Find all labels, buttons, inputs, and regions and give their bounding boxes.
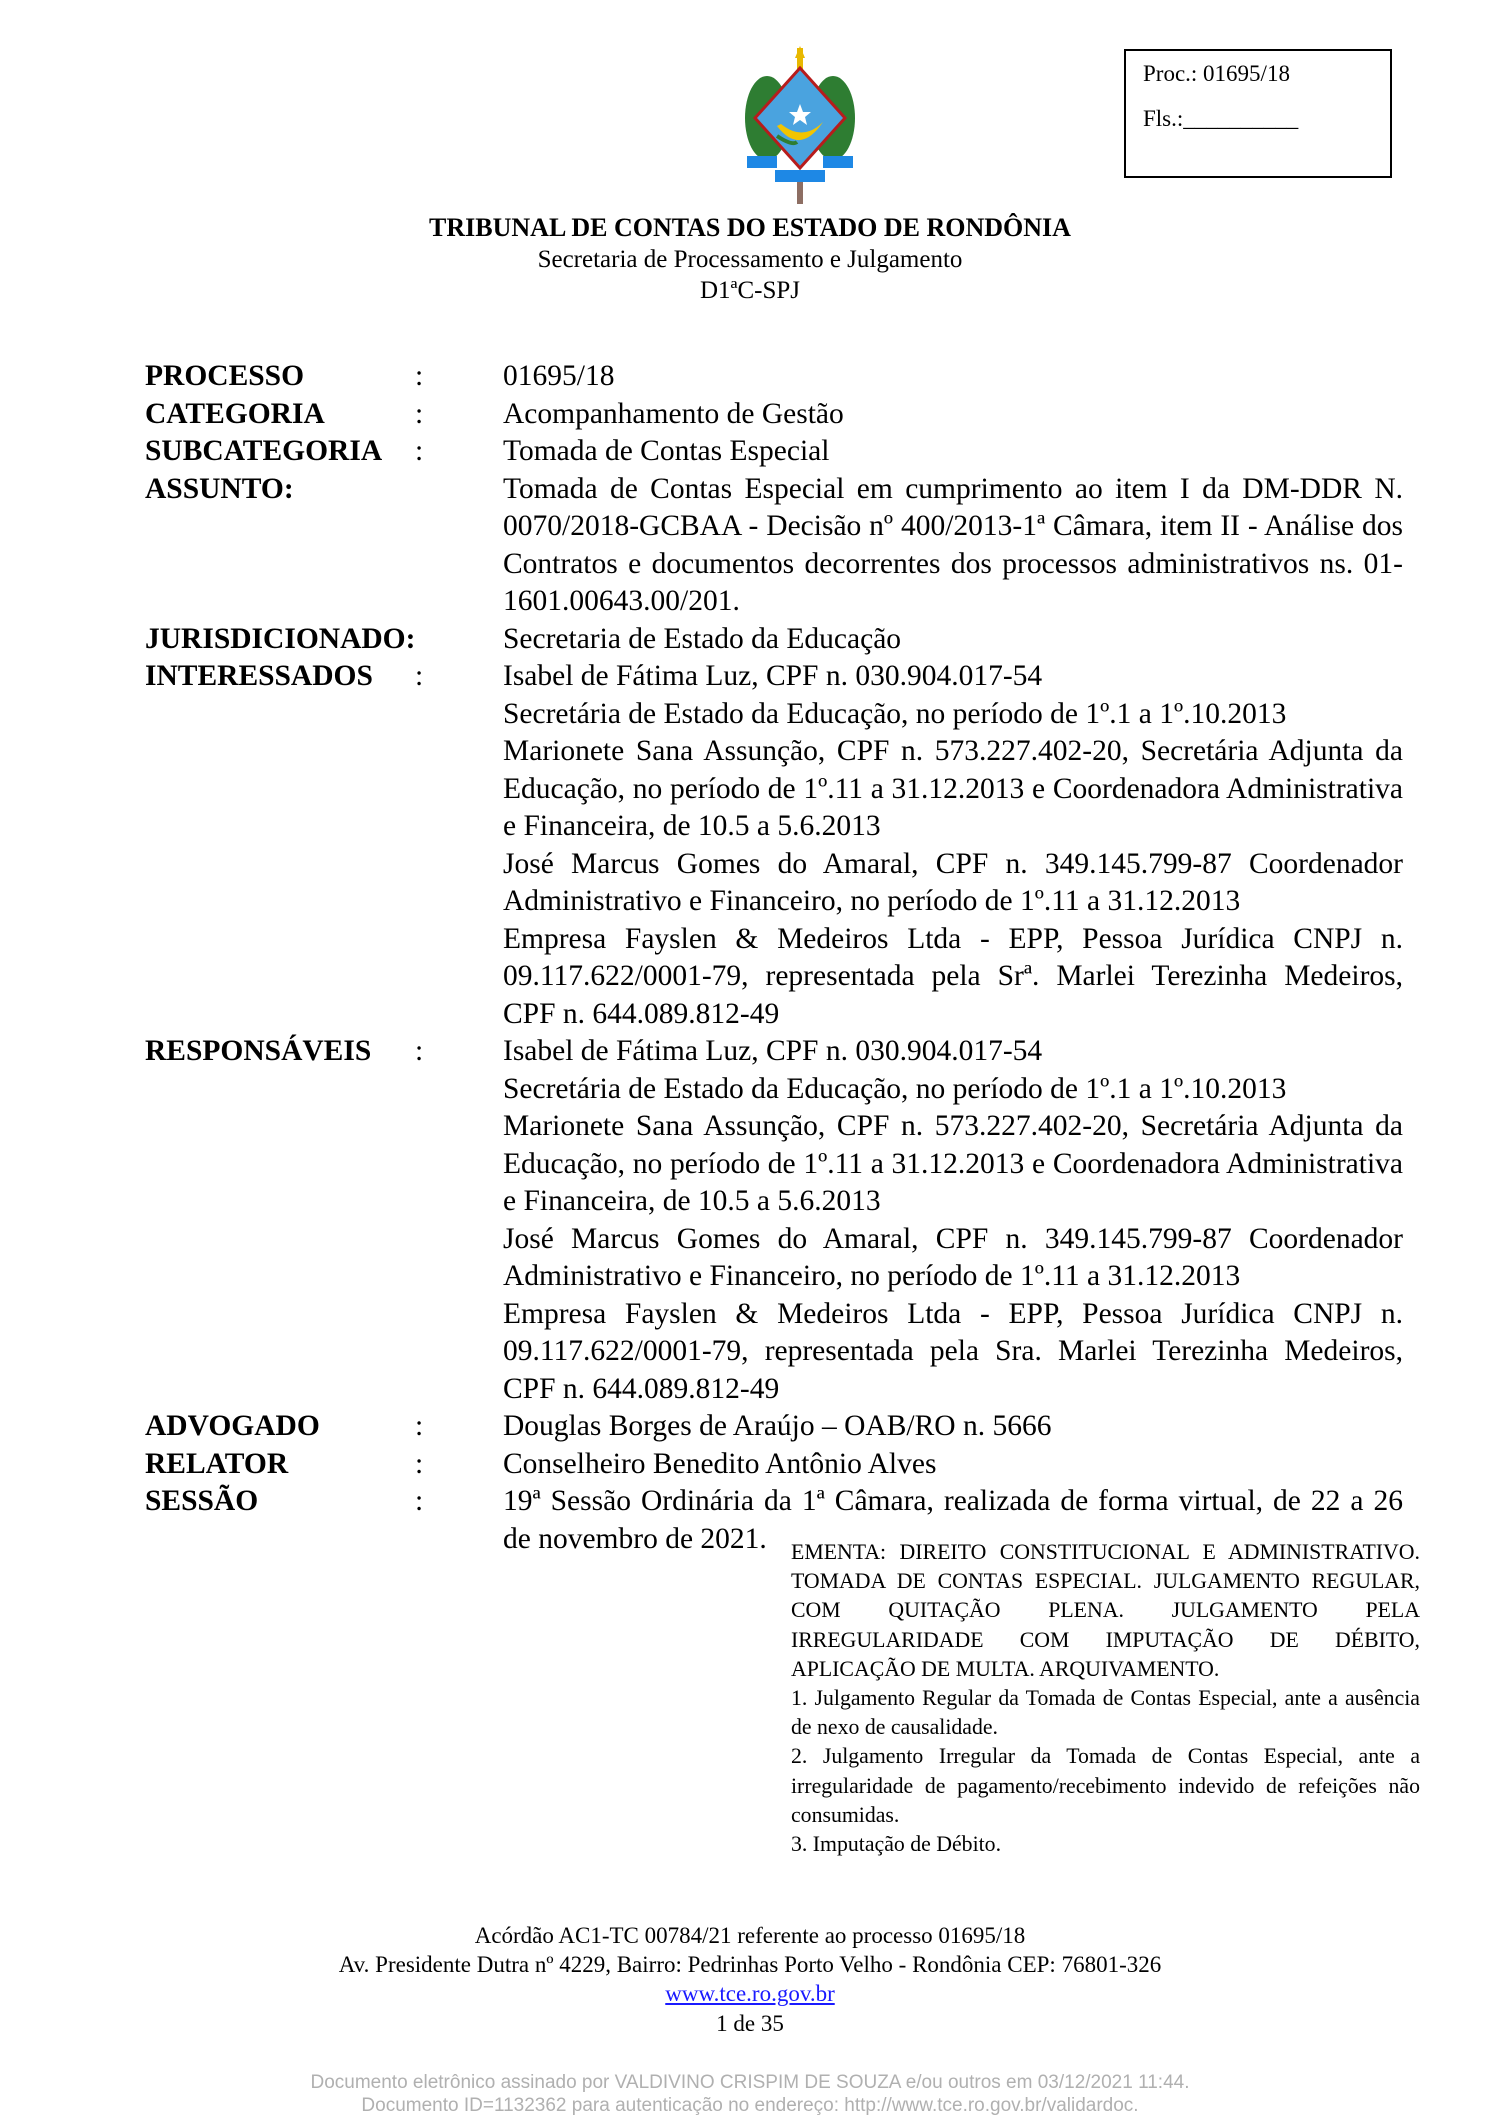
field-value-paragraph: Secretária de Estado da Educação, no período de 1º.1 a 1º.10.2013 xyxy=(503,697,1287,730)
field-value-paragraph: 01695/18 xyxy=(503,360,615,392)
field-value-paragraph: Conselheiro Benedito Antônio Alves xyxy=(503,1447,937,1480)
field-value-paragraph: Empresa Fayslen & Medeiros Ltda - EPP, Pessoa Jurídica CNPJ n. 09.117.622/0001-79, representada pela Srª. Marlei Terezinha Medeiros, CPF n. 644.089.812-49 xyxy=(503,922,1403,1030)
field-value-paragraph: José Marcus Gomes do Amaral, CPF n. 349.145.799-87 Coordenador Administrativo e Financeiro, no período de 1º.11 a 31.12.2013 xyxy=(503,847,1403,917)
field-label: ASSUNTO: xyxy=(145,472,294,505)
stamp-proc: Proc.: 01695/18 xyxy=(1143,61,1290,86)
institution-subtitle: Secretaria de Processamento e Julgamento xyxy=(537,245,963,273)
field-colon: : xyxy=(415,360,424,392)
field-value xyxy=(503,658,1403,1033)
field-value-paragraph: Acompanhamento de Gestão xyxy=(503,397,844,430)
ementa-paragraph: 3. Imputação de Débito. xyxy=(791,1832,1002,1857)
field-colon: : xyxy=(415,660,424,692)
field-label: PROCESSO xyxy=(145,360,305,392)
page-number: 1 de 35 xyxy=(716,2010,784,2036)
field-colon: : xyxy=(415,1485,424,1517)
field-row xyxy=(145,1446,1403,1484)
field-row xyxy=(145,1408,1403,1446)
field-colon: : xyxy=(415,1447,424,1480)
field-label: RESPONSÁVEIS xyxy=(145,1035,372,1067)
field-row xyxy=(145,621,1403,659)
footer-website-link[interactable]: www.tce.ro.gov.br xyxy=(665,1981,835,2007)
field-value xyxy=(503,1033,1403,1408)
ementa-summary xyxy=(791,1538,1420,1859)
field-value xyxy=(503,396,1403,434)
process-metadata xyxy=(145,358,1403,1558)
institution-title: TRIBUNAL DE CONTAS DO ESTADO DE RONDÔNIA xyxy=(429,213,1071,242)
field-label: INTERESSADOS xyxy=(145,660,373,692)
field-value-paragraph: Marionete Sana Assunção, CPF n. 573.227.402-20, Secretária Adjunta da Educação, no período de 1º.11 a 31.12.2013 e Coordenadora Administrativa e Financeira, de 10.5 a 5.6.2013 xyxy=(503,1110,1403,1217)
field-row xyxy=(145,1033,1403,1408)
stamp-fls: Fls.:__________ xyxy=(1143,106,1299,131)
department-code: D1ªC-SPJ xyxy=(700,277,800,304)
field-colon: : xyxy=(415,1035,424,1067)
field-row xyxy=(145,396,1403,434)
field-colon: : xyxy=(415,435,424,467)
field-row xyxy=(145,471,1403,621)
ementa-paragraph: 2. Julgamento Irregular da Tomada de Contas Especial, ante a irregularidade de pagamento/recebimento indevido de refeições não consumidas. xyxy=(791,1744,1420,1827)
field-value xyxy=(503,358,1403,396)
field-value-paragraph: Isabel de Fátima Luz, CPF n. 030.904.017-54 xyxy=(503,1035,1043,1067)
field-label: SESSÃO xyxy=(145,1485,259,1517)
field-value xyxy=(503,471,1403,621)
document-header xyxy=(0,212,1500,307)
field-value-paragraph: Secretaria de Estado da Educação xyxy=(503,622,902,655)
field-row xyxy=(145,658,1403,1033)
page-footer xyxy=(0,1921,1500,2038)
field-value xyxy=(503,1408,1403,1446)
field-value-paragraph: 19ª Sessão Ordinária da 1ª Câmara, realizada de forma virtual, de 22 a 26 de novembro de 2021. xyxy=(503,1485,1403,1555)
electronic-signature-note xyxy=(0,2071,1500,2117)
footer-address: Av. Presidente Dutra nº 4229, Bairro: Pedrinhas Porto Velho - Rondônia CEP: 76801-326 xyxy=(338,1952,1162,1978)
process-stamp-box xyxy=(1124,49,1392,178)
field-colon xyxy=(415,621,503,659)
field-value-paragraph: Empresa Fayslen & Medeiros Ltda - EPP, Pessoa Jurídica CNPJ n. 09.117.622/0001-79, representada pela Sra. Marlei Terezinha Medeiros, CPF n. 644.089.812-49 xyxy=(503,1297,1403,1405)
footer-acordao: Acórdão AC1-TC 00784/21 referente ao processo 01695/18 xyxy=(474,1923,1026,1948)
ementa-paragraph: EMENTA: DIREITO CONSTITUCIONAL E ADMINISTRATIVO. TOMADA DE CONTAS ESPECIAL. JULGAMENTO REGULAR, COM QUITAÇÃO PLENA. JULGAMENTO PELA IRREGULARIDADE COM IMPUTAÇÃO DE DÉBITO, APLICAÇÃO DE MULTA. ARQUIVAMENTO. xyxy=(791,1540,1420,1681)
signature-line-2: Documento ID=1132362 para autenticação no endereço: http://www.tce.ro.gov.br/validardoc. xyxy=(361,2095,1139,2116)
field-value-paragraph: Secretária de Estado da Educação, no período de 1º.1 a 1º.10.2013 xyxy=(503,1072,1287,1105)
rondonia-coat-of-arms-logo xyxy=(737,46,863,206)
field-row xyxy=(145,433,1403,471)
field-label: CATEGORIA xyxy=(145,397,325,430)
ementa-paragraph: 1. Julgamento Regular da Tomada de Contas Especial, ante a ausência de nexo de causalidade. xyxy=(791,1686,1420,1740)
field-label: SUBCATEGORIA xyxy=(145,435,383,467)
field-value-paragraph: José Marcus Gomes do Amaral, CPF n. 349.145.799-87 Coordenador Administrativo e Financeiro, no período de 1º.11 a 31.12.2013 xyxy=(503,1222,1403,1292)
field-colon xyxy=(415,471,503,621)
field-label: RELATOR xyxy=(145,1447,289,1480)
field-colon: : xyxy=(415,397,424,430)
field-value xyxy=(503,1446,1403,1484)
field-value-paragraph: Tomada de Contas Especial xyxy=(503,435,830,467)
field-label: JURISDICIONADO: xyxy=(145,622,416,655)
field-value xyxy=(503,433,1403,471)
field-label: ADVOGADO xyxy=(145,1410,320,1442)
field-colon: : xyxy=(415,1410,424,1442)
field-value xyxy=(503,621,1403,659)
signature-line-1: Documento eletrônico assinado por VALDIVINO CRISPIM DE SOUZA e/ou outros em 03/12/2021 11:44. xyxy=(310,2072,1190,2093)
field-value-paragraph: Isabel de Fátima Luz, CPF n. 030.904.017-54 xyxy=(503,660,1043,692)
field-value-paragraph: Marionete Sana Assunção, CPF n. 573.227.402-20, Secretária Adjunta da Educação, no período de 1º.11 a 31.12.2013 e Coordenadora Administrativa e Financeira, de 10.5 a 5.6.2013 xyxy=(503,735,1403,842)
field-value-paragraph: Douglas Borges de Araújo – OAB/RO n. 5666 xyxy=(503,1410,1052,1442)
field-value-paragraph: Tomada de Contas Especial em cumprimento ao item I da DM-DDR N. 0070/2018-GCBAA - Decisão nº 400/2013-1ª Câmara, item II - Análise dos Contratos e documentos decorrentes dos processos administrativos ns. 01-1601.00643.00/201. xyxy=(503,472,1403,617)
field-row xyxy=(145,358,1403,396)
